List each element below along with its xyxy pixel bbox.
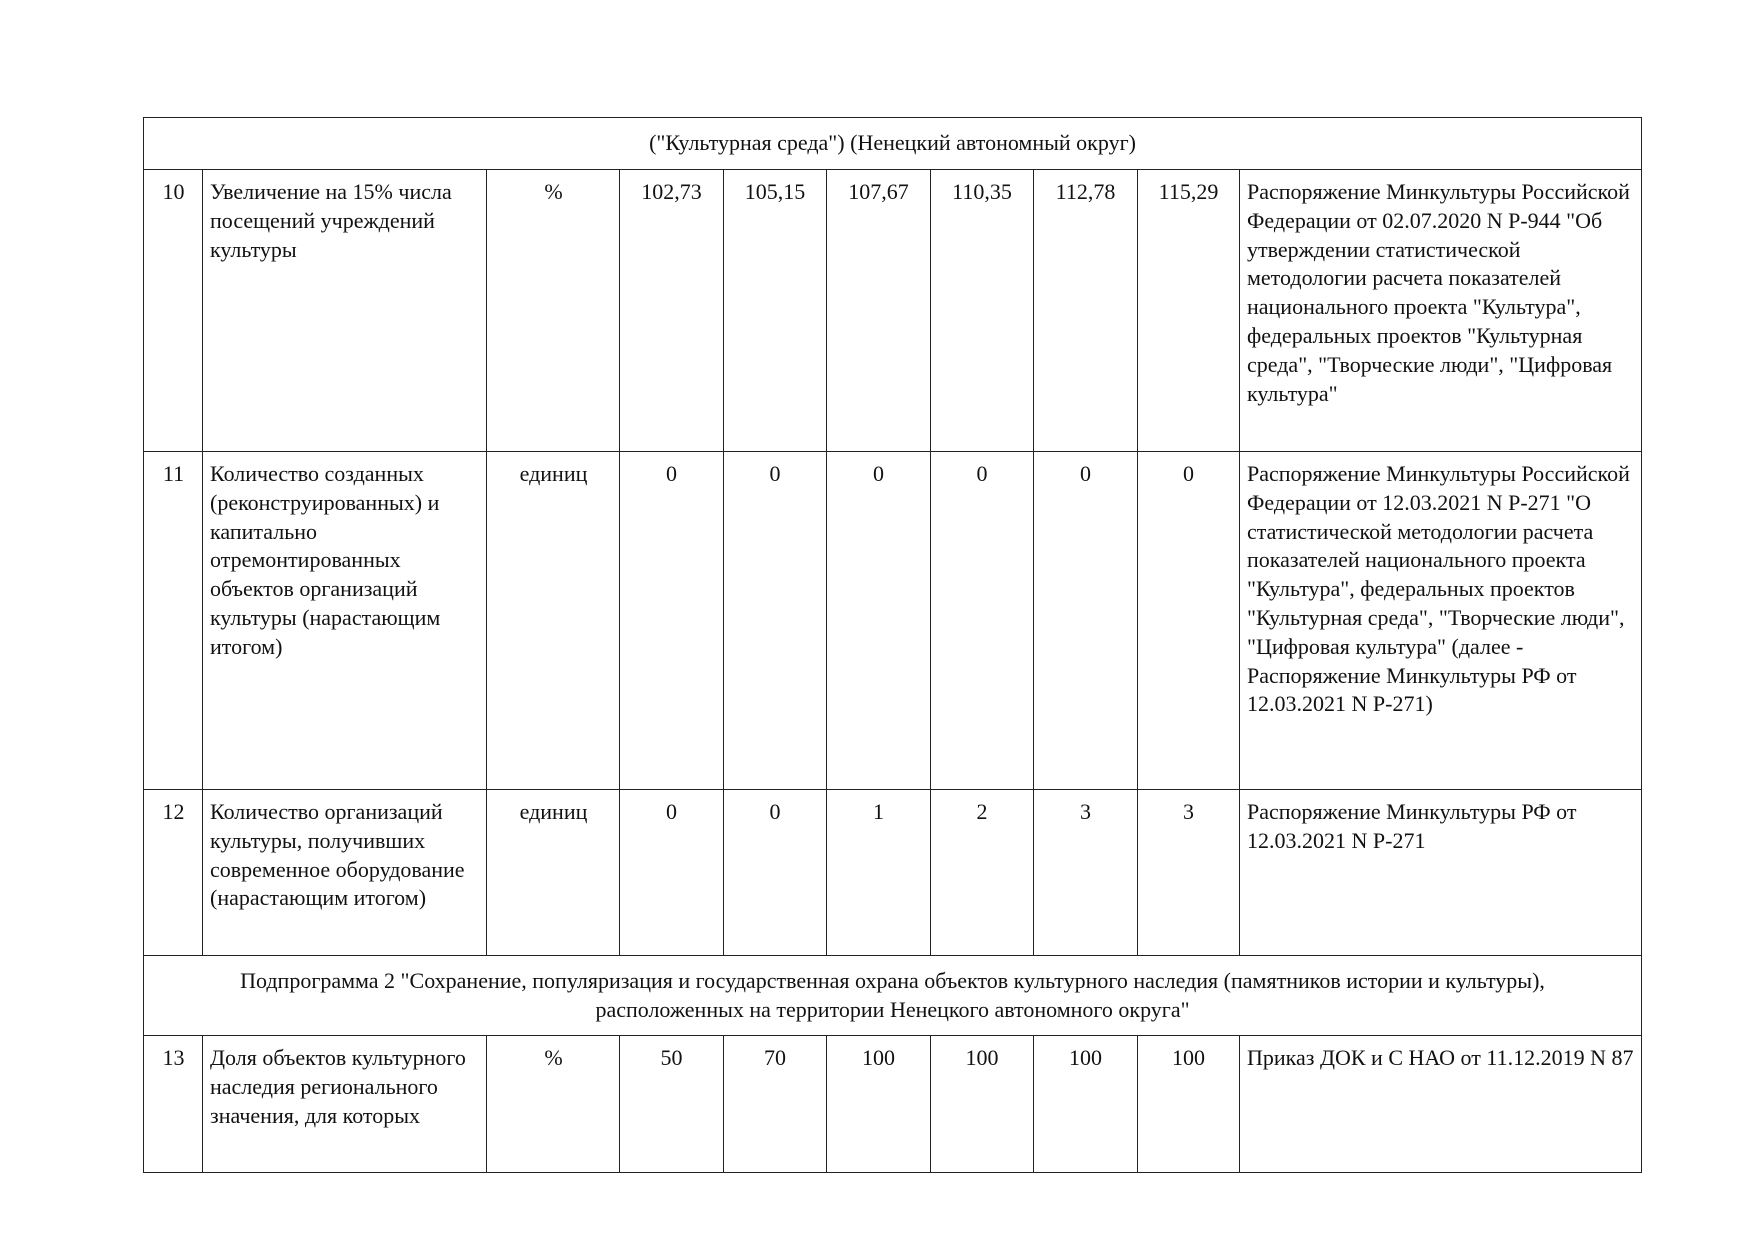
value-cell: 112,78 — [1034, 170, 1138, 452]
value-cell: 0 — [620, 452, 724, 790]
value-cell: 100 — [1138, 1036, 1240, 1173]
value-cell: 0 — [724, 452, 827, 790]
value-cell: 70 — [724, 1036, 827, 1173]
source-document: Распоряжение Минкультуры РФ от 12.03.2021 N Р-271 — [1240, 790, 1642, 956]
value-cell: 100 — [827, 1036, 931, 1173]
value-cell: 100 — [931, 1036, 1034, 1173]
source-document: Приказ ДОК и С НАО от 11.12.2019 N 87 — [1240, 1036, 1642, 1173]
unit: единиц — [487, 452, 620, 790]
section-title: ("Культурная среда") (Ненецкий автономный округ) — [144, 118, 1642, 170]
value-cell: 50 — [620, 1036, 724, 1173]
indicator-name: Количество созданных (реконструированных) и капитально отремонтированных объектов организаций культуры (нарастающим итогом) — [203, 452, 487, 790]
value-cell: 0 — [620, 790, 724, 956]
value-cell: 0 — [1138, 452, 1240, 790]
indicator-name: Доля объектов культурного наследия регионального значения, для которых — [203, 1036, 487, 1173]
source-document: Распоряжение Минкультуры Российской Федерации от 02.07.2020 N Р-944 "Об утверждении статистической методологии расчета показателей национального проекта "Культура", федеральных проектов "Культурная среда", "Творческие люди", "Цифровая культура" — [1240, 170, 1642, 452]
section-row — [144, 118, 1642, 170]
section-row — [144, 956, 1642, 1036]
value-cell: 107,67 — [827, 170, 931, 452]
table-row — [144, 170, 1642, 452]
value-cell: 105,15 — [724, 170, 827, 452]
value-cell: 0 — [724, 790, 827, 956]
table-row — [144, 452, 1642, 790]
table-row — [144, 790, 1642, 956]
indicators-table — [143, 117, 1642, 1173]
unit: % — [487, 1036, 620, 1173]
row-number: 11 — [144, 452, 203, 790]
value-cell: 102,73 — [620, 170, 724, 452]
value-cell: 3 — [1034, 790, 1138, 956]
value-cell: 1 — [827, 790, 931, 956]
row-number: 12 — [144, 790, 203, 956]
value-cell: 3 — [1138, 790, 1240, 956]
value-cell: 0 — [827, 452, 931, 790]
value-cell: 110,35 — [931, 170, 1034, 452]
source-document: Распоряжение Минкультуры Российской Федерации от 12.03.2021 N Р-271 "О статистической методологии расчета показателей национального проекта "Культура", федеральных проектов "Культурная среда", "Творческие люди", "Цифровая культура" (далее - Распоряжение Минкультуры РФ от 12.03.2021 N Р-271) — [1240, 452, 1642, 790]
row-number: 10 — [144, 170, 203, 452]
unit: единиц — [487, 790, 620, 956]
value-cell: 100 — [1034, 1036, 1138, 1173]
unit: % — [487, 170, 620, 452]
value-cell: 115,29 — [1138, 170, 1240, 452]
table-row — [144, 1036, 1642, 1173]
row-number: 13 — [144, 1036, 203, 1173]
section-title: Подпрограмма 2 "Сохранение, популяризация и государственная охрана объектов культурного наследия (памятников истории и культуры), расположенных на территории Ненецкого автономного округа" — [144, 956, 1642, 1036]
indicator-name: Количество организаций культуры, получивших современное оборудование (нарастающим итогом) — [203, 790, 487, 956]
value-cell: 2 — [931, 790, 1034, 956]
value-cell: 0 — [1034, 452, 1138, 790]
value-cell: 0 — [931, 452, 1034, 790]
indicator-name: Увеличение на 15% числа посещений учреждений культуры — [203, 170, 487, 452]
